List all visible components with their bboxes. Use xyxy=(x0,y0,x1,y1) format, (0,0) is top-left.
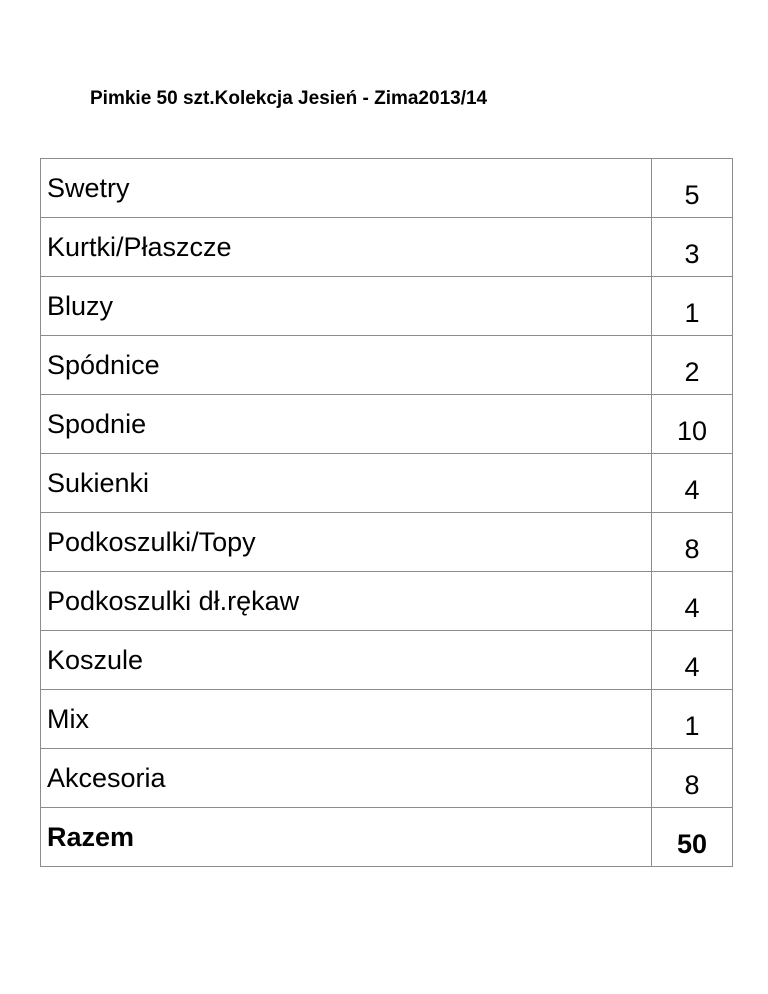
table-row xyxy=(41,159,733,218)
table-row xyxy=(41,749,733,808)
item-quantity: 4 xyxy=(652,454,733,513)
item-name: Swetry xyxy=(41,159,652,218)
item-name: Akcesoria xyxy=(41,749,652,808)
item-name: Koszule xyxy=(41,631,652,690)
item-quantity: 8 xyxy=(652,749,733,808)
table-row xyxy=(41,277,733,336)
table-row xyxy=(41,395,733,454)
item-quantity: 3 xyxy=(652,218,733,277)
document-title: Pimkie 50 szt.Kolekcja Jesień - Zima2013/14 xyxy=(90,88,488,109)
total-quantity: 50 xyxy=(652,808,733,867)
table-row xyxy=(41,513,733,572)
table-row xyxy=(41,454,733,513)
table-row xyxy=(41,690,733,749)
items-table xyxy=(40,158,733,867)
item-name: Bluzy xyxy=(41,277,652,336)
table-row xyxy=(41,336,733,395)
item-quantity: 10 xyxy=(652,395,733,454)
item-quantity: 5 xyxy=(652,159,733,218)
item-quantity: 1 xyxy=(652,277,733,336)
total-row xyxy=(41,808,733,867)
item-quantity: 2 xyxy=(652,336,733,395)
table-row xyxy=(41,572,733,631)
item-quantity: 8 xyxy=(652,513,733,572)
item-name: Kurtki/Płaszcze xyxy=(41,218,652,277)
item-quantity: 1 xyxy=(652,690,733,749)
item-quantity: 4 xyxy=(652,631,733,690)
item-name: Mix xyxy=(41,690,652,749)
item-name: Sukienki xyxy=(41,454,652,513)
item-quantity: 4 xyxy=(652,572,733,631)
item-name: Podkoszulki/Topy xyxy=(41,513,652,572)
item-name: Spodnie xyxy=(41,395,652,454)
table-row xyxy=(41,218,733,277)
item-name: Podkoszulki dł.rękaw xyxy=(41,572,652,631)
item-name: Spódnice xyxy=(41,336,652,395)
total-label: Razem xyxy=(41,808,652,867)
table-row xyxy=(41,631,733,690)
